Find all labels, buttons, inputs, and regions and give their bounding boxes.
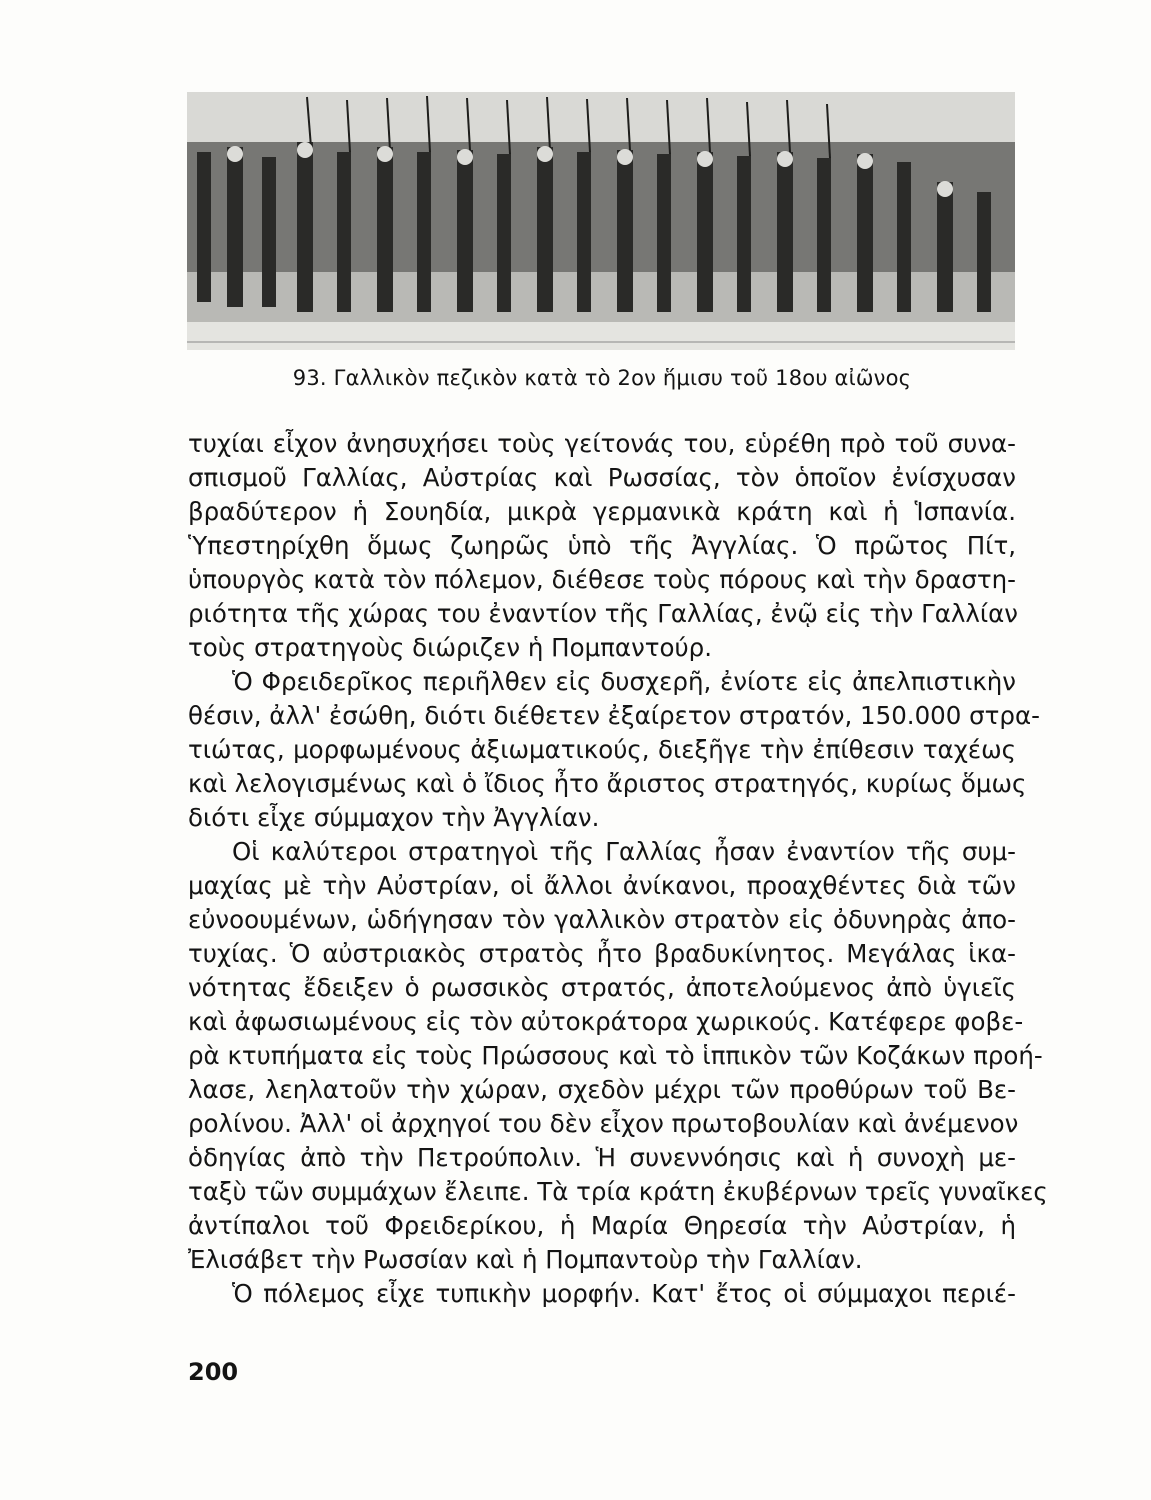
text-line: καὶ λελογισμένως καὶ ὁ ἴδιος ἦτο ἄριστος στρατηγός, κυρίως ὅμως [188, 769, 1027, 798]
engraving-infantry-illustration [187, 92, 1015, 350]
text-line: τοὺς στρατηγοὺς διώριζεν ἡ Πομπαντούρ. [188, 633, 713, 662]
text-line: βραδύτερον ἡ Σουηδία, μικρὰ γερμανικὰ κράτη καὶ ἡ Ἱσπανία. [188, 497, 1016, 526]
text-line: μαχίας μὲ τὴν Αὐστρίαν, οἱ ἄλλοι ἀνίκανοι, προαχθέντες διὰ τῶν [188, 871, 1016, 900]
text-line: τιώτας, μορφωμένους ἀξιωματικούς, διεξῆγε τὴν ἐπίθεσιν ταχέως [188, 735, 1016, 764]
text-line: Ὁ πόλεμος εἶχε τυπικὴν μορφήν. Κατ' ἔτος οἱ σύμμαχοι περιέ- [232, 1279, 1016, 1308]
text-line: Ἐλισάβετ τὴν Ρωσσίαν καὶ ἡ Πομπαντοὺρ τὴν Γαλλίαν. [188, 1245, 863, 1274]
text-line: ταξὺ τῶν συμμάχων ἔλειπε. Τὰ τρία κράτη ἐκυβέρνων τρεῖς γυναῖκες [188, 1177, 1048, 1206]
text-line: ρὰ κτυπήματα εἰς τοὺς Πρώσσους καὶ τὸ ἱππικὸν τῶν Κοζάκων προή- [188, 1041, 1043, 1070]
text-line: εὐνοουμένων, ὡδήγησαν τὸν γαλλικὸν στρατὸν εἰς ὀδυνηρὰς ἀπο- [188, 905, 1016, 934]
text-line: τυχίας. Ὁ αὐστριακὸς στρατὸς ἦτο βραδυκίνητος. Μεγάλας ἱκα- [188, 939, 1016, 968]
figure-caption: 93. Γαλλικὸν πεζικὸν κατὰ τὸ 2ον ἥμισυ τοῦ 18ου αἰῶνος [292, 366, 912, 390]
text-line: νότητας ἔδειξεν ὁ ρωσσικὸς στρατός, ἀποτελούμενος ἀπὸ ὑγιεῖς [188, 973, 1016, 1002]
text-line: καὶ ἀφωσιωμένους εἰς τὸν αὐτοκράτορα χωρικούς. Κατέφερε φοβε- [188, 1007, 1024, 1036]
text-line: Ὁ Φρειδερῖκος περιῆλθεν εἰς δυσχερῆ, ἐνίοτε εἰς ἀπελπιστικὴν [232, 667, 1016, 696]
text-line: ὁδηγίας ἀπὸ τὴν Πετρούπολιν. Ἡ συνεννόησις καὶ ἡ συνοχὴ με- [188, 1143, 1016, 1172]
page-number: 200 [188, 1358, 239, 1386]
text-line: διότι εἶχε σύμμαχον τὴν Ἀγγλίαν. [188, 803, 600, 832]
text-line: τυχίαι εἶχον ἀνησυχήσει τοὺς γείτονάς του, εὑρέθη πρὸ τοῦ συνα- [188, 429, 1016, 458]
text-line: ἀντίπαλοι τοῦ Φρειδερίκου, ἡ Μαρία Θηρεσία τὴν Αὐστρίαν, ἡ [188, 1211, 1016, 1240]
text-line: ὑπουργὸς κατὰ τὸν πόλεμον, διέθεσε τοὺς πόρους καὶ τὴν δραστη- [188, 565, 1016, 594]
text-line: ριότητα τῆς χώρας του ἐναντίον τῆς Γαλλίας, ἐνῷ εἰς τὴν Γαλλίαν [188, 599, 1018, 628]
text-line: λασε, λεηλατοῦν τὴν χώραν, σχεδὸν μέχρι τῶν προθύρων τοῦ Βε- [188, 1075, 1016, 1104]
text-line: θέσιν, ἀλλ' ἐσώθη, διότι διέθετεν ἐξαίρετον στρατόν, 150.000 στρα- [188, 701, 1040, 730]
body-text [188, 427, 1048, 1311]
text-line: Οἱ καλύτεροι στρατηγοὶ τῆς Γαλλίας ἦσαν ἐναντίον τῆς συμ- [232, 837, 1016, 866]
text-line: Ὑπεστηρίχθη ὅμως ζωηρῶς ὑπὸ τῆς Ἀγγλίας. Ὁ πρῶτος Πίτ, [188, 531, 1016, 560]
text-line: ρολίνου. Ἀλλ' οἱ ἀρχηγοί του δὲν εἶχον πρωτοβουλίαν καὶ ἀνέμενον [188, 1109, 1019, 1138]
text-line: σπισμοῦ Γαλλίας, Αὐστρίας καὶ Ρωσσίας, τὸν ὁποῖον ἐνίσχυσαν [188, 463, 1016, 492]
